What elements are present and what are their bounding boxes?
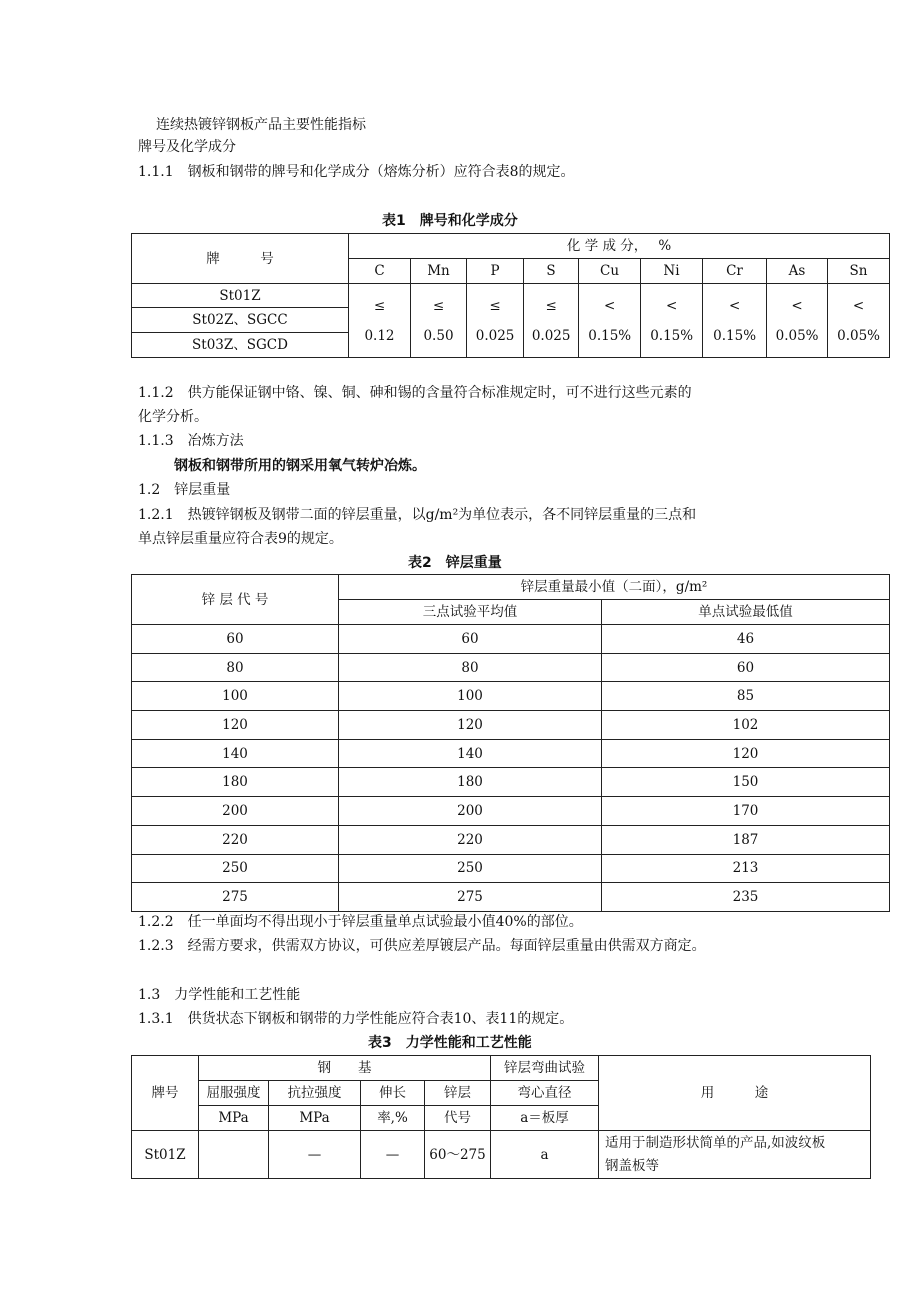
element-header: Mn: [411, 259, 467, 284]
yield-header: 屈服强度: [199, 1081, 269, 1106]
single-cell: 102: [602, 711, 890, 740]
element-header: Ni: [641, 259, 703, 284]
code-cell: 80: [132, 653, 339, 682]
limit-value: 0.15%: [588, 327, 632, 344]
limit-value: 0.05%: [837, 327, 880, 344]
doc-heading: 连续热镀锌钢板产品主要性能指标: [156, 117, 366, 133]
paragraph: 1.3.1 供货状态下钢板和钢带的力学性能应符合表10、表11的规定。: [138, 1011, 574, 1027]
avg-cell: 100: [339, 682, 602, 711]
avg-cell: 220: [339, 825, 602, 854]
code-cell: 140: [132, 739, 339, 768]
avg-cell: 140: [339, 739, 602, 768]
code-cell: 220: [132, 825, 339, 854]
elong-unit: 率,%: [361, 1106, 425, 1131]
single-cell: 85: [602, 682, 890, 711]
table-row: [132, 711, 890, 740]
table3-caption: 表3 力学性能和工艺性能: [368, 1035, 532, 1051]
element-header: Cu: [579, 259, 641, 284]
code-cell: 250: [132, 854, 339, 883]
element-header: Sn: [828, 259, 890, 284]
chem-header: 化 学 成 分， %: [349, 234, 890, 259]
paragraph: 1.2.1 热镀锌钢板及钢带二面的锌层重量，以g/m²为单位表示，各不同锌层重量的三点和: [138, 507, 697, 523]
limit-symbol: ≤: [545, 297, 557, 314]
paragraph: 1.1.2 供方能保证钢中铬、镍、铜、砷和锡的含量符合标准规定时，可不进行这些元素的: [138, 385, 692, 401]
base-header: 钢 基: [199, 1056, 491, 1081]
elong-header: 伸长: [361, 1081, 425, 1106]
table-row: [132, 768, 890, 797]
element-header: S: [524, 259, 579, 284]
grade-cell: St01Z: [132, 1131, 199, 1179]
code-cell: 275: [132, 883, 339, 912]
paragraph: 单点锌层重量应符合表9的规定。: [138, 531, 343, 547]
table-row: [132, 883, 890, 912]
table1: [131, 233, 890, 358]
table-row: [132, 682, 890, 711]
use-line: 适用于制造形状简单的产品,如波纹板: [605, 1134, 826, 1151]
limit-cell: [578, 284, 640, 357]
single-header: 单点试验最低值: [602, 600, 890, 625]
avg-cell: 250: [339, 854, 602, 883]
table-row: [132, 797, 890, 826]
avg-cell: 120: [339, 711, 602, 740]
paragraph: 1.2.3 经需方要求，供需双方协议，可供应差厚镀层产品。每面锌层重量由供需双方商定。: [138, 938, 706, 954]
tensile-cell: —: [269, 1131, 361, 1179]
limit-cell: [410, 284, 466, 357]
limit-value: 0.025: [475, 327, 515, 344]
paragraph: 1.2.2 任一单面均不得出现小于锌层重量单点试验最小值40%的部位。: [138, 914, 583, 930]
table1-caption: 表1 牌号和化学成分: [382, 213, 518, 229]
avg-cell: 275: [339, 883, 602, 912]
use-line: 钢盖板等: [605, 1157, 659, 1174]
grade-cell: St02Z、SGCC: [132, 308, 349, 332]
limit-cell: [640, 284, 702, 357]
limit-cell: [349, 284, 410, 357]
limit-symbol: ≤: [432, 297, 445, 314]
code-cell: 120: [132, 711, 339, 740]
avg-header: 三点试验平均值: [339, 600, 602, 625]
zinc-header: 锌层: [425, 1081, 491, 1106]
single-cell: 46: [602, 625, 890, 654]
code-cell: 200: [132, 797, 339, 826]
element-header: C: [349, 259, 411, 284]
yield-unit: MPa: [199, 1106, 269, 1131]
avg-cell: 180: [339, 768, 602, 797]
limit-symbol: ≤: [373, 297, 386, 314]
table-row: [132, 653, 890, 682]
section-heading: 牌号及化学成分: [138, 139, 236, 155]
limit-cell: [766, 284, 827, 357]
code-cell: 60: [132, 625, 339, 654]
limit-value: 0.05%: [775, 327, 819, 344]
limit-symbol: <: [604, 297, 616, 314]
element-header: Cr: [703, 259, 767, 284]
zinc-cell: 60～275: [425, 1131, 491, 1179]
limit-cell: [702, 284, 766, 357]
table-row: [132, 854, 890, 883]
code-header: 锌 层 代 号: [132, 575, 339, 625]
limit-value: 0.50: [423, 327, 454, 344]
limit-cell: [466, 284, 523, 357]
limit-symbol: <: [728, 297, 741, 314]
table-row: [132, 625, 890, 654]
zinc-header: 代号: [425, 1106, 491, 1131]
tensile-unit: MPa: [269, 1106, 361, 1131]
table-row: [132, 825, 890, 854]
limit-value: 0.15%: [713, 327, 757, 344]
elong-cell: —: [361, 1131, 425, 1179]
min-header: 锌层重量最小值（二面），g/m²: [339, 575, 890, 600]
use-cell: [599, 1131, 871, 1179]
avg-cell: 200: [339, 797, 602, 826]
avg-cell: 60: [339, 625, 602, 654]
limit-value: 0.15%: [650, 327, 694, 344]
single-cell: 150: [602, 768, 890, 797]
table3: [131, 1055, 871, 1179]
bend-header: 弯心直径: [491, 1081, 599, 1106]
single-cell: 170: [602, 797, 890, 826]
table2: [131, 574, 890, 912]
limit-value: 0.025: [531, 327, 571, 344]
single-cell: 213: [602, 854, 890, 883]
bend-cell: a: [491, 1131, 599, 1179]
limit-symbol: <: [666, 297, 678, 314]
single-cell: 187: [602, 825, 890, 854]
single-cell: 60: [602, 653, 890, 682]
code-cell: 100: [132, 682, 339, 711]
grade-cell: St01Z: [132, 284, 349, 308]
tensile-header: 抗拉强度: [269, 1081, 361, 1106]
table-row: [132, 739, 890, 768]
paragraph: 钢板和钢带所用的钢采用氧气转炉冶炼。: [174, 458, 426, 474]
single-cell: 120: [602, 739, 890, 768]
yield-cell: [199, 1131, 269, 1179]
avg-cell: 80: [339, 653, 602, 682]
limit-symbol: ≤: [489, 297, 501, 314]
paragraph: 1.1.1 钢板和钢带的牌号和化学成分（熔炼分析）应符合表8的规定。: [138, 164, 575, 180]
table2-caption: 表2 锌层重量: [408, 555, 502, 571]
element-header: As: [767, 259, 828, 284]
paragraph: 化学分析。: [138, 409, 208, 425]
paragraph: 1.1.3 冶炼方法: [138, 433, 244, 449]
limit-symbol: <: [791, 297, 803, 314]
limit-cell: [523, 284, 578, 357]
element-header: P: [467, 259, 524, 284]
use-header: 用 途: [599, 1056, 871, 1131]
limit-symbol: <: [852, 297, 865, 314]
limit-value: 0.12: [364, 327, 395, 344]
bend-header: 锌层弯曲试验: [491, 1056, 599, 1081]
grade-header: 牌号: [132, 1056, 199, 1131]
section-heading: 1.3 力学性能和工艺性能: [138, 987, 301, 1003]
grade-header: 牌 号: [132, 234, 349, 284]
single-cell: 235: [602, 883, 890, 912]
section-heading: 1.2 锌层重量: [138, 482, 231, 498]
grade-cell: St03Z、SGCD: [132, 332, 349, 357]
code-cell: 180: [132, 768, 339, 797]
limit-cell: [827, 284, 889, 357]
bend-header: a＝板厚: [491, 1106, 599, 1131]
